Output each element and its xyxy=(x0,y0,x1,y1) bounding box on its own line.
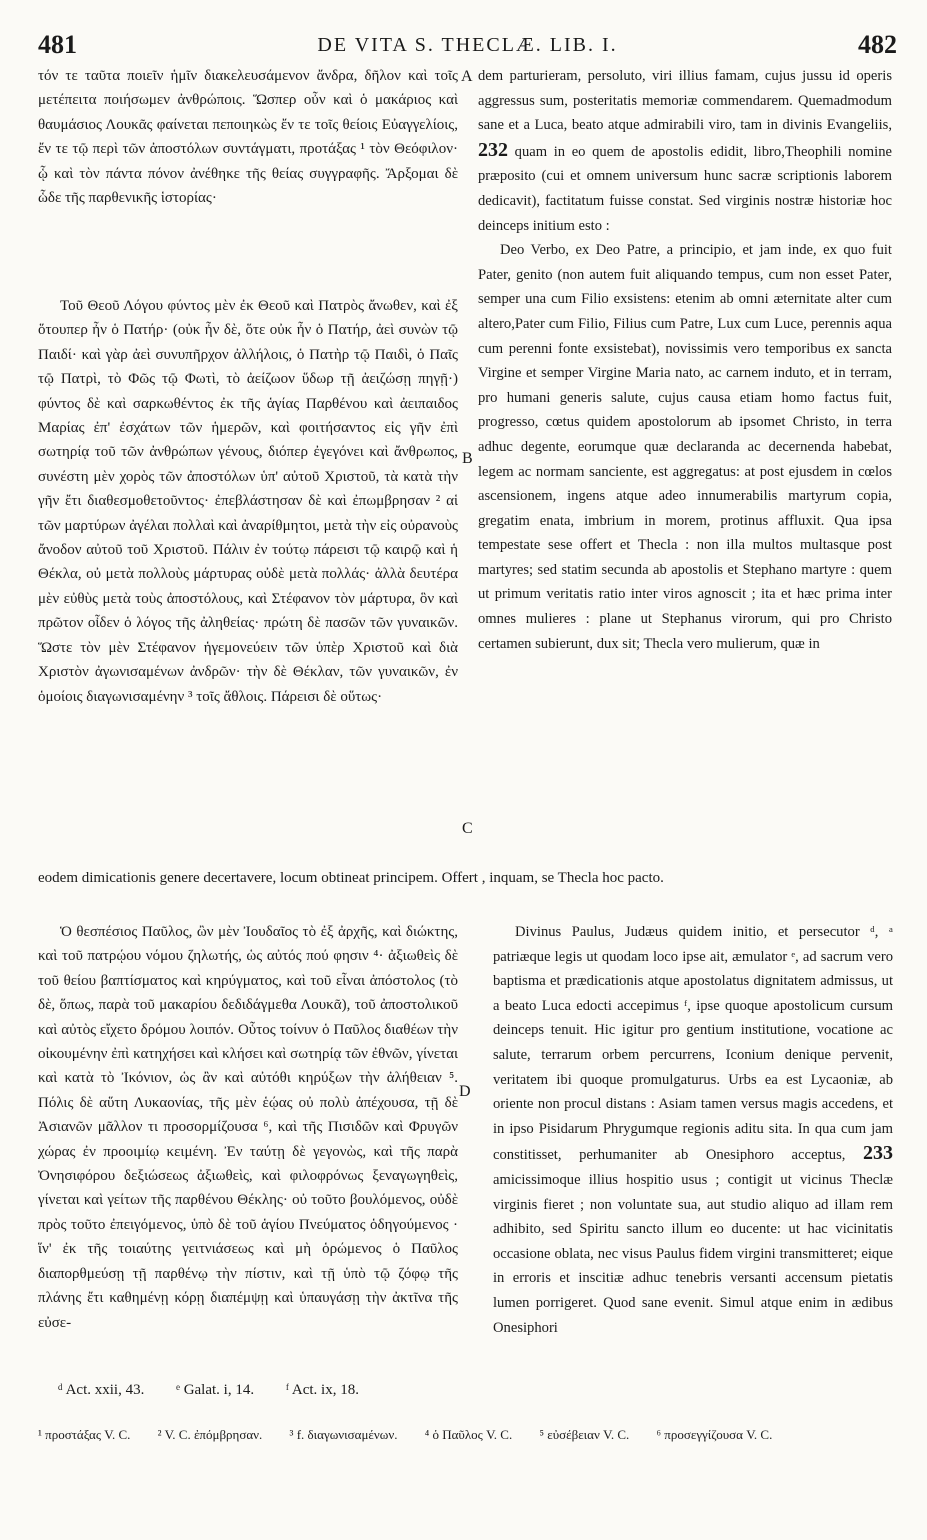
running-title: DE VITA S. THECLÆ. LIB. I. xyxy=(317,34,618,56)
latin-paragraph: Deo Verbo, ex Deo Patre, a principio, et jam inde, ex quo fuit Pater, genito (non autem fuit aliquando tempus, cum non esset Pater, semper una cum Filio exsistens: etenim ab omni æternitate alter cum altero,Pater cum Filio, Filius cum Patre, Lux cum Luce, perennis aqua cum perenni fonte exsistebat), novissimis vero temporibus ex sancta Virgine et semper Virgine Maria nato, ac carnem induto, et in terram, pro humani generis salute, cujus causa etiam homo factus fuit, progresso, cœtus quidem apostolorum ab ipsomet Christo, in terra adhuc degente, eorumque quæ declaranda ac decernenda habebat, legem ac normam sanciente, est aggregatus: at post ejusdem in cœlos ascensionem, ingens atque adeo innumerabilis martyrum copia, gregatim enata, imbrium in morem, protinus affluxit. Qua ipsa tempestate sese offert et Thecla : non illa multos multasque post martyres; sed statim secunda ab apostolis et Stephano martyre : quem ut primum veritatis ratio inter viros agnoscit ; ita et hæc prima inter omnes mulieres : plane ut Stephanus virorum, qui pro Christo certamen subierunt, dux sit; Thecla vero mulierum, quæ in xyxy=(478,242,892,652)
greek-paragraph: Ὁ θεσπέσιος Παῦλος, ὢν μὲν Ἰουδαῖος τὸ ἐξ ἀρχῆς, καὶ διώκτης, καὶ τοῦ πατρῴου νόμου ζηλωτής, ὡς αὐτός πού φησιν ⁴· ἀξιωθεὶς δὲ τοῦ θείου βαπτίσματος καὶ κηρύγματος, καὶ τοῦ εἶναι ἀπόστολος (τὸ δὲ, ὅπως, παρὰ τοῦ μακαρίου δεδιδάγμεθα Λουκᾶ), τοῦ ἀποστολικοῦ καὶ αὐτὸς εἴχετο δρόμου λοιπόν. Οὗτος τοίνυν ὁ Παῦλος διαθέων τὴν οἰκουμένην ἐπὶ κατηχήσει καὶ κλήσει καὶ σωτηρίᾳ τῶν ἐθνῶν, γίνεται καὶ κατὰ τὸ Ἰκόνιον, ὡς ἂν καὶ αὐτόθι κηρύξων τὴν ἀλήθειαν ⁵. Πόλις δὲ αὕτη Λυκαονίας, τῆς μὲν ἑῴας οὐ πολὺ ἀπέχουσα, τῇ δὲ Ἀσιανῶν μᾶλλον τι προσορμίζουσα ⁶, καὶ τῆς Πισιδῶν καὶ Φρυγῶν χώρας ἐν προοιμίῳ κειμένη. Ἐν ταύτῃ δὲ γεγονὼς, καὶ τῆς παρὰ Ὀνησιφόρου δεξιώσεως ἀξιωθεὶς, καὶ φιλοφρόνως ξεναγωγηθεὶς, γίνεται καὶ γείτων τῆς παρθένου Θέκλης· οὐ τοῦτο βουλόμενος, οὐδὲ πρὸς τοῦτο ἐπειγόμενος, ὑπὸ δὲ τοῦ ἁγίου Πνεύματος ὁδηγούμενος · ἵν' ἐκ τῆς τοιαύτης γειτνιάσεως καὶ μὴ ὁρώμενος ὁ Παῦλος διαπορθμεύσῃ τῇ παρθένῳ τὴν πίστιν, καὶ τῇ ὑπὸ τῷ ζόφῳ τῆς πλάνης ἔτι καθημένῃ κόρῃ διαπέμψῃ καὶ ὑπαυγάσῃ τὴν ἀκτῖνα τῆς εὐσε- xyxy=(38,924,458,1331)
column-number: 232 xyxy=(478,138,508,161)
footnote: ² V. C. ἐπόμβρησαν. xyxy=(157,1427,263,1442)
footnote: ᵈ Act. xxii, 43. xyxy=(58,1382,145,1398)
latin-footnotes xyxy=(58,1382,387,1399)
footnote: ³ f. διαγωνισαμένων. xyxy=(289,1427,398,1442)
greek-footnotes xyxy=(38,1424,898,1446)
greek-paragraph: τόν τε ταῦτα ποιεῖν ἡμῖν διακελευσάμενον ἄνδρα, δῆλον καὶ τοῖς μετέπειτα ποιήσωμεν ἀνθρώποις. Ὥσπερ οὖν καὶ ὁ μακάριος καὶ θαυμάσιος Λουκᾶς φαίνεται πεποιηκὼς ἔν τε τοῖς θείοις Εὐαγγελίοις, ἔν τε τῷ περὶ τῶν ἀποστόλων συντάγματι, προτάξας ¹ τὸν Θεόφιλον· ᾧ καὶ τὸν πάντα πόνον ἀνέθηκε τῆς θείας συγγραφῆς. Ἄρξομαι δὲ ὧδε τῆς παρθενικῆς ἱστορίας· xyxy=(38,68,458,207)
page-number-left: 481 xyxy=(38,30,77,59)
footnote: ⁶ προσεγγίζουσα V. C. xyxy=(656,1427,773,1442)
page-number-right: 482 xyxy=(858,30,897,59)
greek-paragraph: Τοῦ Θεοῦ Λόγου φύντος μὲν ἐκ Θεοῦ καὶ Πατρὸς ἄνωθεν, καὶ ἐξ ὅτουπερ ἦν ὁ Πατήρ· (οὐκ ἦν δὲ, ὅτε οὐκ ἦν ὁ Πατήρ, ἀεὶ συνὼν τῷ Παιδί· καὶ γὰρ ἀεὶ συνυπῆρχον ἀλλήλοις, ὁ Πατὴρ τῷ Παιδὶ, ὁ Παῖς τῷ Πατρὶ, τὸ Φῶς τῷ Φωτὶ, τὸ ἀείζωον ὕδωρ τῇ ἀειζώσῃ πηγῇ·) φύντος δὲ καὶ σαρκωθέντος ἐκ τῆς ἁγίας Παρθένου καὶ ἀειπαιδος Μαρίας ἐπ' ἐσχάτων τῶν ἡμερῶν, καὶ φοιτήσαντος εἰς γῆν ἐπὶ σωτηρίᾳ τοῦ τῶν ἀνθρώπων γένους, διόπερ ἐγεγόνει καὶ ἄνθρωπος, συνέστη μὲν χορὸς τῶν ἀποστόλων ὑπ' αὐτοῦ Χριστοῦ, τὰ κατὰ τὴν γῆν ἔτι διαθεσμοθετοῦντος· ἐπεβλάστησαν δὲ καὶ ἐπωμβρησαν ² αἱ τῶν μαρτύρων ἀγέλαι πολλαὶ καὶ ἀναρίθμητοι, μετὰ τὴν εἰς οὐρανοὺς ἄνοδον αὐτοῦ τοῦ Χριστοῦ. Πάλιν ἐν τούτῳ πάρεισι τῷ καιρῷ καὶ ἡ Θέκλα, οὐ μετὰ πολλοὺς μάρτυρας οὐδὲ μετὰ πολλάς· ἀλλὰ δευτέρα μὲν εὐθὺς μετὰ τοὺς ἀποστόλους, καὶ Στέφανον τὸν μάρτυρα, ὃν καὶ πρῶτον οἶδεν ὁ λόγος τῆς ἀληθείας· πρώτη δὲ πασῶν τῶν γυναικῶν. Ὥστε τὸν μὲν Στέφανον ἡγεμονεύειν τῶν ὑπὲρ Χριστοῦ καὶ διὰ Χριστὸν ἀγωνισαμένων ἀνδρῶν· τὴν δὲ Θέκλαν, τῶν γυναικῶν, ἐν ὁμοίοις διαγωνισαμένην ³ τοῖς ἄθλοις. Πάρεισι δὲ οὕτως· xyxy=(38,298,458,705)
full-width-line: eodem dimicationis genere decertavere, locum obtineat principem. Offert , inquam, se Thecla hoc pacto. xyxy=(38,870,664,886)
footnote: ᶠ Act. ix, 18. xyxy=(285,1382,359,1398)
footnote: ⁵ εὐσέβειαν V. C. xyxy=(539,1427,630,1442)
margin-mark-b: B xyxy=(462,450,473,467)
latin-column-a xyxy=(478,64,892,870)
latin-paragraph: Divinus Paulus, Judæus quidem initio, et persecutor ᵈ, ᵃ patriæque legis ut quodam loco ipse ait, æmulator ᵉ, ad sacrum vero baptisma et prædicationis atque apostolatus dignitatem admissus, ut a beato Luca edocti accepimus ᶠ, ipse quoque apostolicum cursum deinceps tenuit. Hic igitur pro gentium institutione, vocatione ac salute, terrarum orbem percurrens, Iconium denique pervenit, veritatem ibi quoque promulgaturus. Urbs ea est Lycaoniæ, ab oriente non procul distans : Asiam tamen versus magis accedens, et in ipso Pisidarum Phrygumque regionis aditu sita. In qua cum jam constitisset, perhumaniter ab Onesiphoro acceptus, 233 amicissimoque illius hospitio usus ; contigit ut vicinus Theclæ virginis fieret ; non voluntate sua, aut studio aliquo ad illam rem adhibito, sed Spiritu sancto illum eo ducente: ut hac vicinitatis occasione oblata, nec visus Paulus fidem virgini transmitteret; eique in erroris et inscitiæ adhuc tenebris versanti accensum pietatis lumen porrigeret. Quod sane evenit. Simul atque enim in ædibus Onesiphori xyxy=(493,924,893,1336)
margin-mark-c: C xyxy=(462,820,473,837)
footnote: ¹ προστάξας V. C. xyxy=(38,1427,131,1442)
margin-mark-a: A xyxy=(461,68,473,85)
column-number: 233 xyxy=(863,1142,893,1165)
footnote: ⁴ ὁ Παῦλος V. C. xyxy=(424,1427,513,1442)
footnote: ᵉ Galat. i, 14. xyxy=(176,1382,255,1398)
greek-column-b xyxy=(38,920,458,1370)
greek-column-main xyxy=(38,294,458,870)
greek-column-intro xyxy=(38,64,458,272)
running-header xyxy=(38,30,897,64)
latin-paragraph: dem parturieram, persoluto, viri illius famam, cujus jussu id operis aggressus sum, posteritatis memoriæ commendarem. Quemadmodum sane et a Luca, beato atque admirabili viro, tam in divinis Evangeliis, 232 quam in eo quem de apostolis edidit, libro,Theophili nomine præposito (cui et omnem universum hunc sacræ scriptionis laborem dedicavit), factitatum fuisse constat. Sed virginis nostræ historiæ hoc deinceps initium esto : xyxy=(478,68,892,234)
latin-column-b xyxy=(493,920,893,1370)
margin-mark-d: D xyxy=(459,1083,471,1100)
